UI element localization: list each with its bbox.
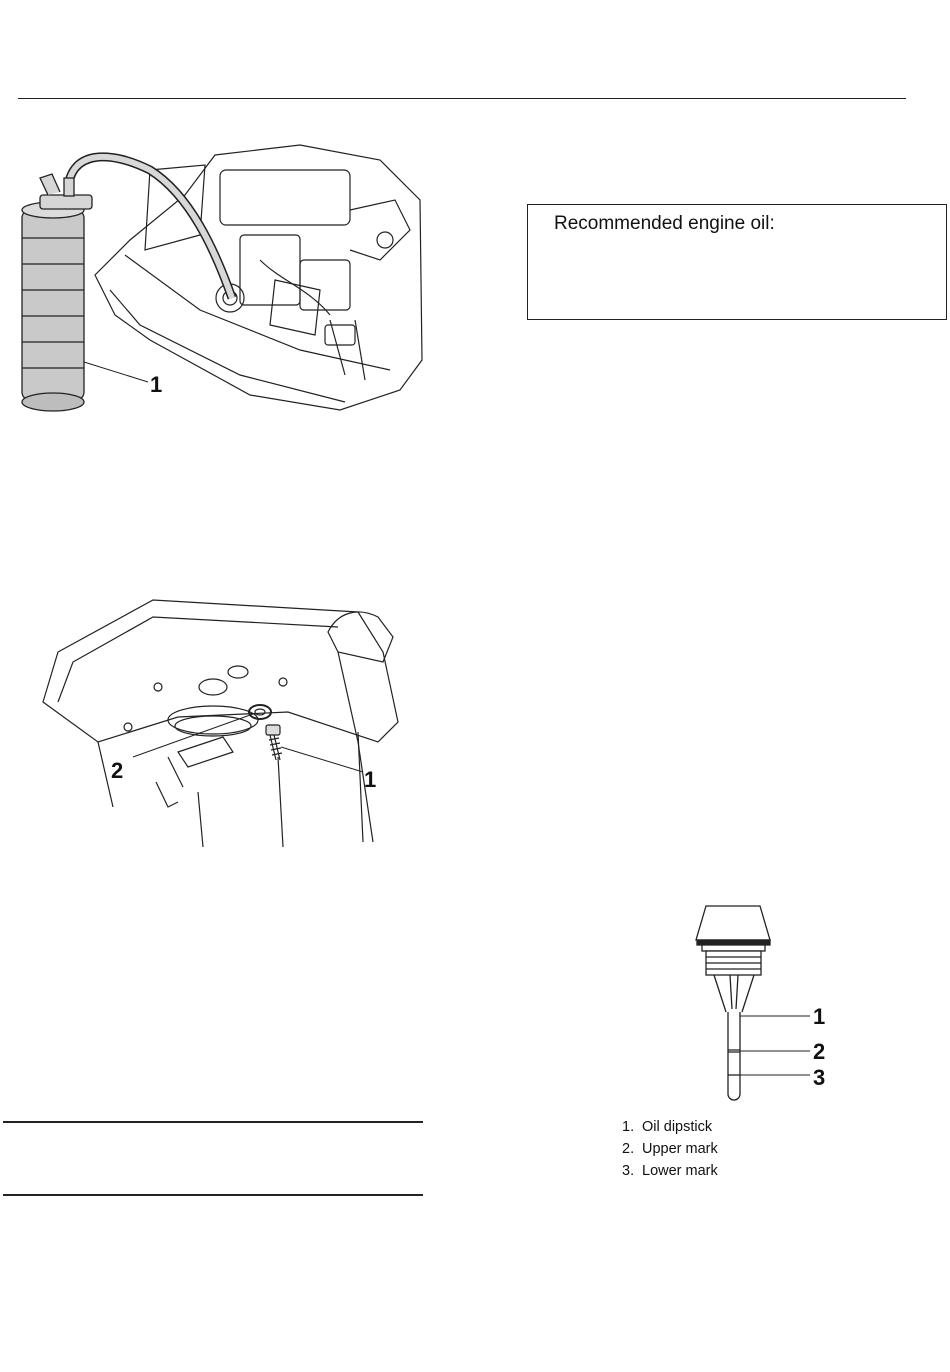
- legend-item: 1. Oil dipstick: [622, 1119, 713, 1135]
- dipstick-legend: [622, 1116, 718, 1182]
- legend-item: 3. Lower mark: [622, 1163, 718, 1179]
- figure-oil-extractor: [0, 140, 430, 440]
- recommended-oil-box: [527, 204, 947, 320]
- figure3-callout-3: 3: [813, 1065, 826, 1090]
- figure3-callout-2: 2: [813, 1039, 826, 1064]
- note-rule-bottom: [3, 1194, 423, 1196]
- figure2-callout-1: 1: [364, 767, 377, 792]
- legend-item: 2. Upper mark: [622, 1141, 718, 1157]
- recommended-oil-title: Recommended engine oil:: [554, 213, 775, 234]
- figure1-callout-1: 1: [150, 372, 163, 397]
- note-rule-top: [3, 1121, 423, 1123]
- figure3-callout-1: 1: [813, 1004, 826, 1029]
- figure-drain-bolt: [38, 592, 438, 852]
- figure-dipstick: [694, 904, 844, 1104]
- figure2-callout-2: 2: [111, 758, 124, 783]
- header-rule: [18, 98, 906, 99]
